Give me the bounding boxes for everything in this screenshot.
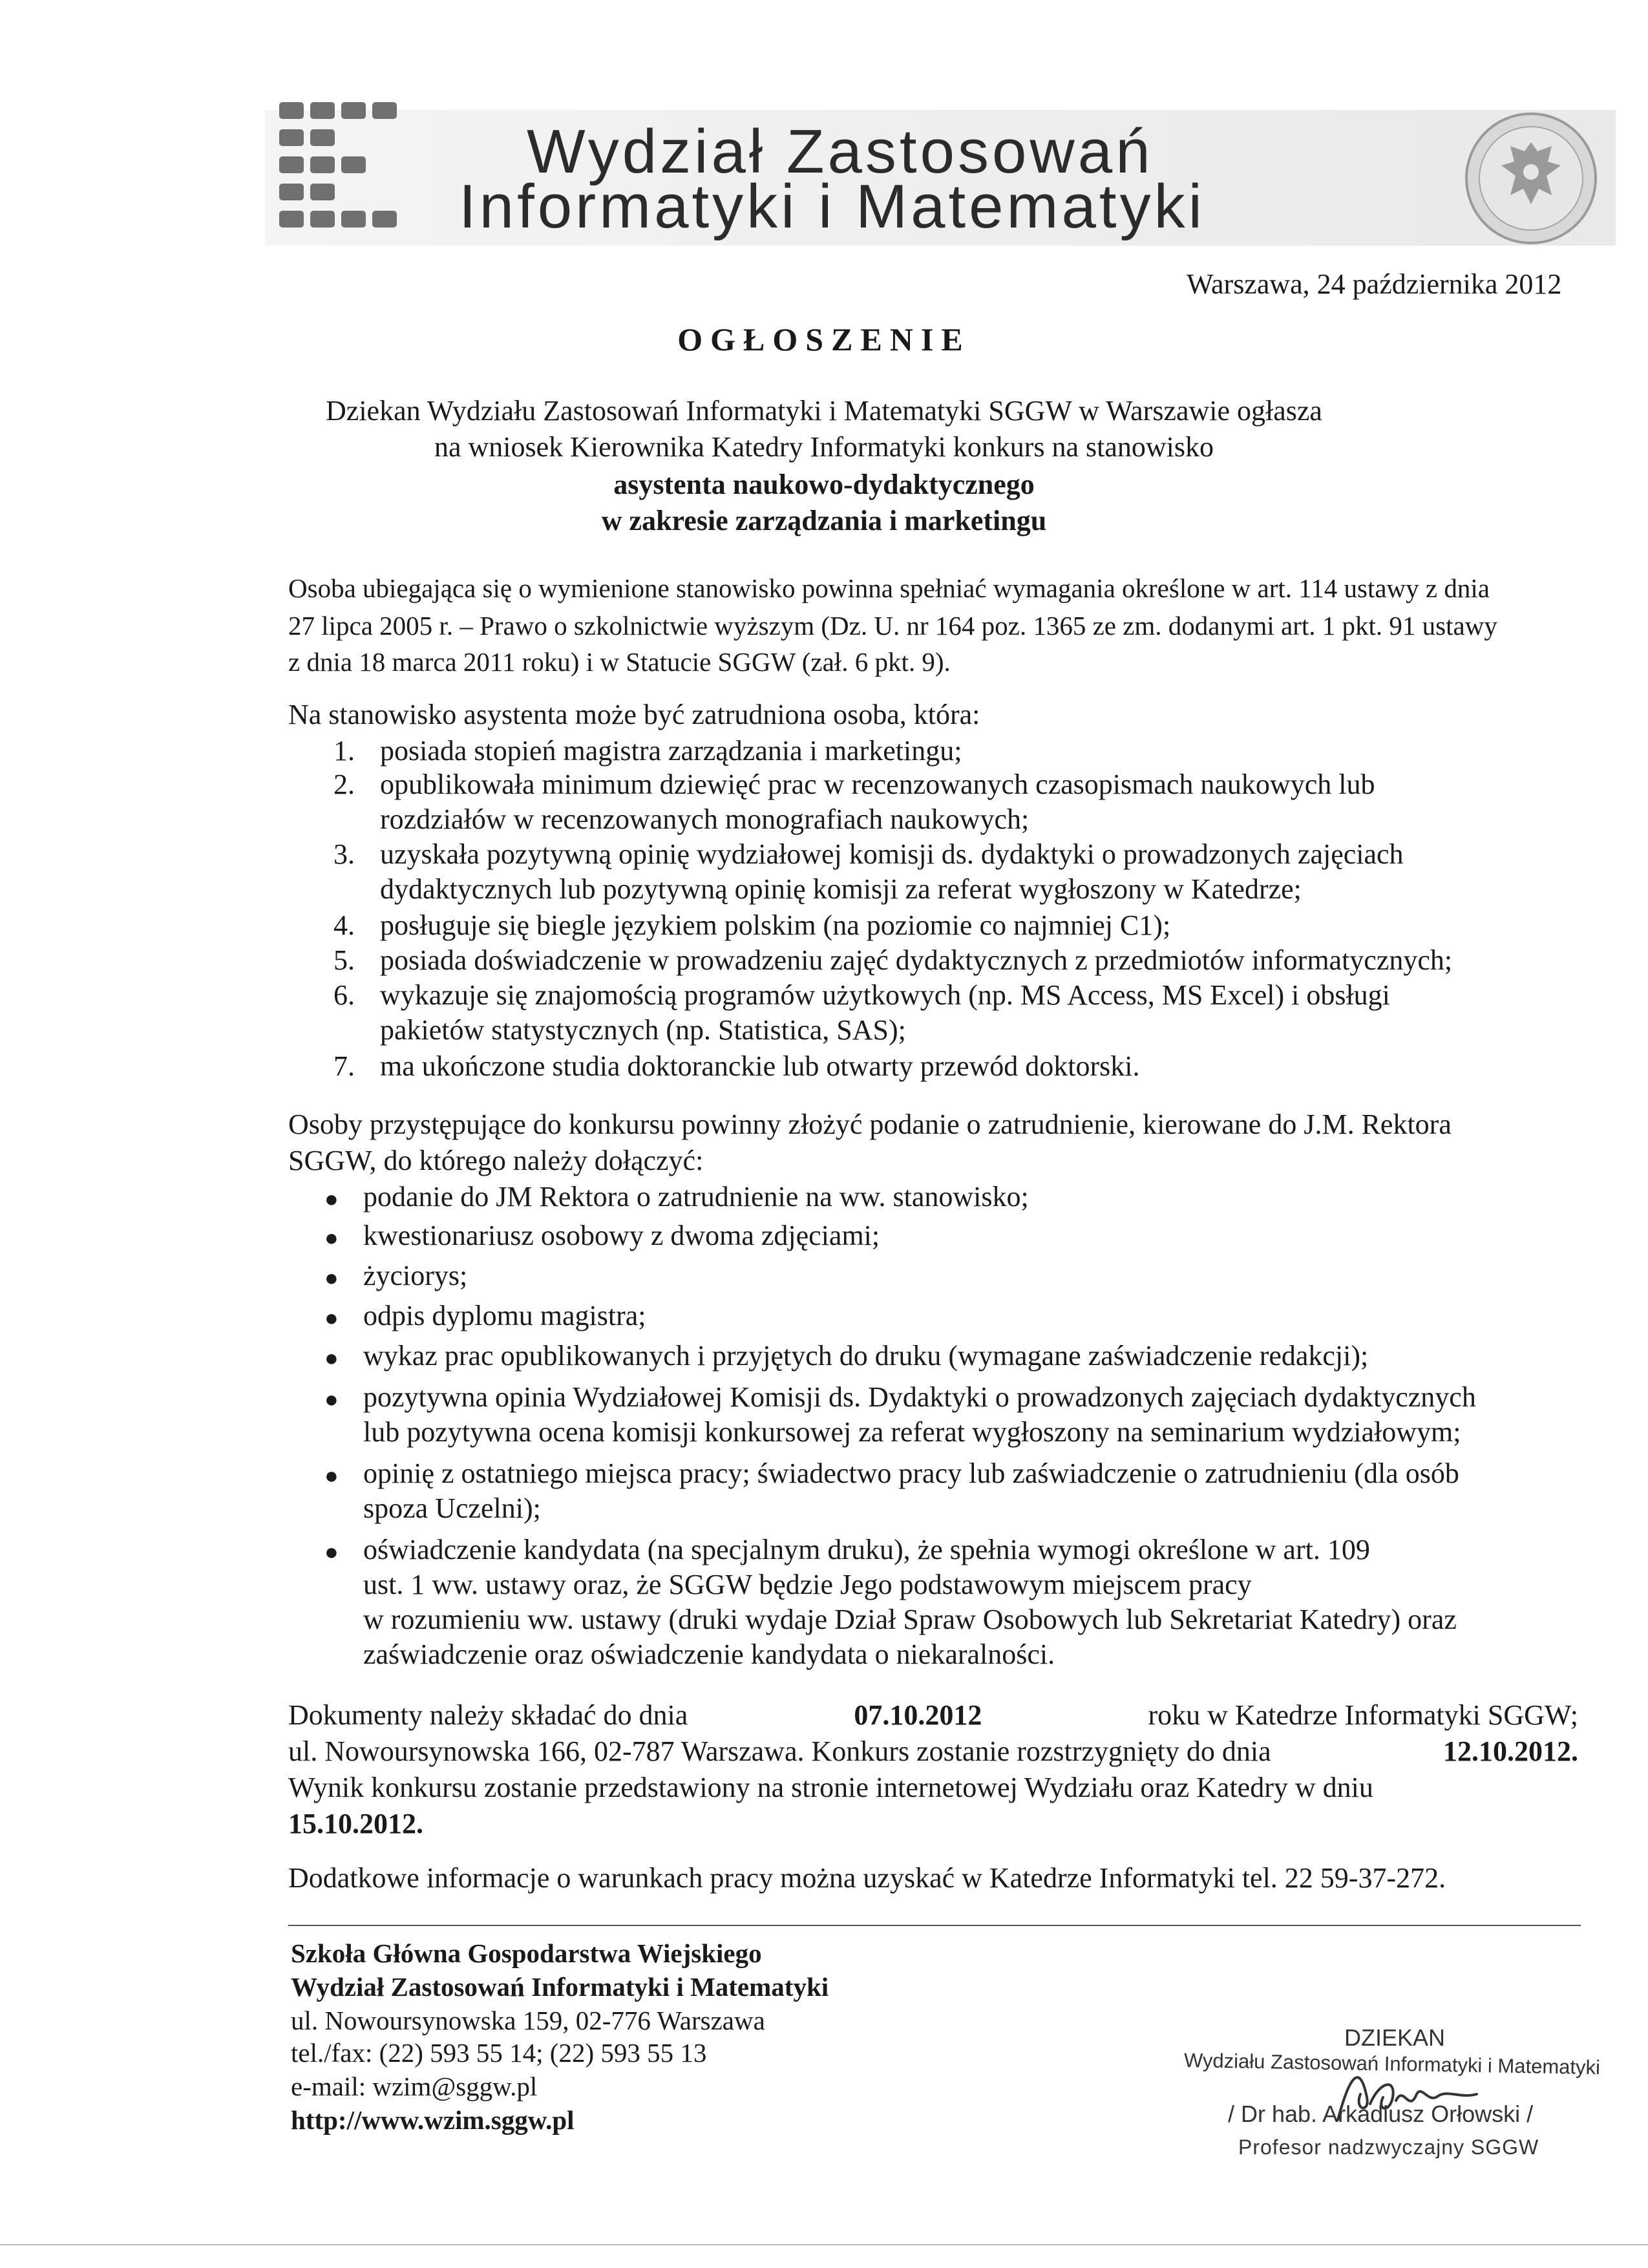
bullet-icon: ● xyxy=(324,1463,339,1489)
document-item: odpis dyplomu magistra; xyxy=(363,1300,646,1331)
footer-university: Szkoła Główna Gospodarstwa Wiejskiego xyxy=(291,1938,762,1968)
legal-line1: Osoba ubiegająca się o wymienione stanowisko powinna spełniać wymagania określone w art. 114 ustawy z dnia xyxy=(288,573,1490,603)
bullet-icon: ● xyxy=(324,1539,339,1565)
additional-info: Dodatkowe informacje o warunkach pracy można uzyskać w Katedrze Informatyki tel. 22 59-37-272. xyxy=(288,1862,1446,1894)
intro-line1: Dziekan Wydziału Zastosowań Informatyki i Matematyki SGGW w Warszawie ogłasza xyxy=(326,395,1322,427)
requirement-item-cont: pakietów statystycznych (np. Statistica, SAS); xyxy=(380,1014,906,1046)
results-date: 15.10.2012. xyxy=(288,1808,423,1839)
footer-faculty: Wydział Zastosowań Informatyki i Matematyki xyxy=(291,1972,829,2002)
list-number: 1. xyxy=(333,735,355,767)
submission-date: 07.10.2012 xyxy=(854,1699,982,1731)
requirements-heading: Na stanowisko asystenta może być zatrudniona osoba, która: xyxy=(288,699,980,730)
announcement-title: OGŁOSZENIE xyxy=(677,321,971,357)
intro-line2: na wniosek Kierownika Katedry Informatyki konkurs na stanowisko xyxy=(434,431,1214,463)
footer-divider xyxy=(288,1925,1581,1926)
list-number: 4. xyxy=(333,909,355,941)
faculty-name-line2: Informatyki i Matematyki xyxy=(459,172,1205,241)
bullet-icon: ● xyxy=(324,1186,339,1212)
bullet-icon: ● xyxy=(324,1345,339,1371)
requirement-item-cont: dydaktycznych lub pozytywną opinię komisji za referat wygłoszony w Katedrze; xyxy=(380,873,1302,905)
date-line: Warszawa, 24 października 2012 xyxy=(1187,268,1562,300)
bullet-icon: ● xyxy=(324,1225,339,1251)
requirement-item: posługuje się biegle językiem polskim (na poziomie co najmniej C1); xyxy=(380,909,1171,941)
faculty-logo-grid xyxy=(277,97,406,239)
list-number: 6. xyxy=(333,979,355,1011)
document-item: opinię z ostatniego miejsca pracy; świadectwo pracy lub zaświadczenie o zatrudnieniu (dla osób xyxy=(363,1457,1459,1489)
stamp-rank: Profesor nadzwyczajny SGGW xyxy=(1238,2136,1539,2159)
deadline-line2 xyxy=(288,1735,1578,1768)
document-item: oświadczenie kandydata (na specjalnym druku), że spełnia wymogi określone w art. 109 xyxy=(363,1534,1370,1565)
stamp-faculty: Wydziału Zastosowań Informatyki i Matematyki xyxy=(1183,2049,1601,2079)
list-number: 5. xyxy=(333,944,355,976)
document-item: wykaz prac opublikowanych i przyjętych do druku (wymagane zaświadczenie redakcji); xyxy=(363,1340,1369,1372)
deadline-text-cont: roku w Katedrze Informatyki SGGW; xyxy=(1148,1699,1578,1731)
faculty-name-line1: Wydział Zastosowań xyxy=(527,117,1154,186)
stamp-title: DZIEKAN xyxy=(1344,2024,1446,2051)
documents-heading-cont: SGGW, do którego należy dołączyć: xyxy=(288,1145,704,1176)
document-item: pozytywna opinia Wydziałowej Komisji ds. Dydaktyki o prowadzonych zajęciach dydaktycznych xyxy=(363,1381,1476,1413)
list-number: 3. xyxy=(333,838,355,870)
requirement-item: posiada doświadczenie w prowadzeniu zajęć dydaktycznych z przedmiotów informatycznych; xyxy=(380,944,1453,976)
footer-email[interactable]: e-mail: wzim@sggw.pl xyxy=(291,2072,538,2101)
document-item-cont: spoza Uczelni); xyxy=(363,1492,541,1524)
list-number: 7. xyxy=(333,1050,355,1082)
document-item: życiorys; xyxy=(363,1260,468,1291)
bullet-icon: ● xyxy=(324,1305,339,1331)
stamp-name: / Dr hab. Arkadiusz Orłowski / xyxy=(1228,2101,1534,2127)
requirement-item: wykazuje się znajomością programów użytkowych (np. MS Access, MS Excel) i obsługi xyxy=(380,979,1390,1011)
bullet-icon: ● xyxy=(324,1265,339,1291)
document-item-cont: w rozumieniu ww. ustawy (druki wydaje Dział Spraw Osobowych lub Sekretariat Katedry) oraz xyxy=(363,1604,1457,1635)
document-item-cont: lub pozytywna ocena komisji konkursowej za referat wygłoszony na seminarium wydziałowym; xyxy=(363,1416,1461,1448)
requirement-item: posiada stopień magistra zarządzania i marketingu; xyxy=(380,735,962,767)
position-scope: w zakresie zarządzania i marketingu xyxy=(601,505,1047,536)
requirement-item: uzyskała pozytywną opinię wydziałowej komisji ds. dydaktyki o prowadzonych zajęciach xyxy=(380,838,1404,870)
footer-website-link[interactable]: http://www.wzim.sggw.pl xyxy=(291,2105,575,2135)
document-item: podanie do JM Rektora o zatrudnienie na ww. stanowisko; xyxy=(363,1181,1029,1213)
resolution-date: 12.10.2012. xyxy=(1443,1735,1578,1767)
document-item-cont: zaświadczenie oraz oświadczenie kandydata o niekaralności. xyxy=(363,1638,1055,1670)
deadline-line3: Wynik konkursu zostanie przedstawiony na stronie internetowej Wydziału oraz Katedry w dniu xyxy=(288,1772,1373,1803)
document-item: kwestionariusz osobowy z dwoma zdjęciami; xyxy=(363,1220,880,1251)
document-item-cont: ust. 1 ww. ustawy oraz, że SGGW będzie Jego podstawowym miejscem pracy xyxy=(363,1569,1252,1600)
scan-edge-line xyxy=(0,2244,1648,2245)
legal-line2: 27 lipca 2005 r. – Prawo o szkolnictwie wyższym (Dz. U. nr 164 poz. 1365 ze zm. dodanymi art. 1 pkt. 91 ustawy xyxy=(288,611,1497,641)
list-number: 2. xyxy=(333,768,355,800)
requirement-item: ma ukończone studia doktoranckie lub otwarty przewód doktorski. xyxy=(380,1050,1140,1082)
deadline-line1 xyxy=(288,1699,1578,1732)
deadline-text: Dokumenty należy składać do dnia xyxy=(288,1699,688,1731)
footer-phone: tel./fax: (22) 593 55 14; (22) 593 55 13 xyxy=(291,2038,707,2068)
requirement-item-cont: rozdziałów w recenzowanych monografiach naukowych; xyxy=(380,803,1030,835)
eagle-emblem-icon xyxy=(1459,110,1603,247)
position-title: asystenta naukowo-dydaktycznego xyxy=(613,469,1035,500)
legal-line3: z dnia 18 marca 2011 roku) i w Statucie SGGW (zał. 6 pkt. 9). xyxy=(288,647,951,677)
bullet-icon: ● xyxy=(324,1386,339,1412)
documents-heading: Osoby przystępujące do konkursu powinny złożyć podanie o zatrudnienie, kierowane do J.M. Rektora xyxy=(288,1108,1452,1140)
deadline-text: ul. Nowoursynowska 166, 02-787 Warszawa. Konkurs zostanie rozstrzygnięty do dnia xyxy=(288,1735,1271,1767)
requirement-item: opublikowała minimum dziewięć prac w recenzowanych czasopismach naukowych lub xyxy=(380,768,1375,800)
footer-address: ul. Nowoursynowska 159, 02-776 Warszawa xyxy=(291,2006,765,2035)
